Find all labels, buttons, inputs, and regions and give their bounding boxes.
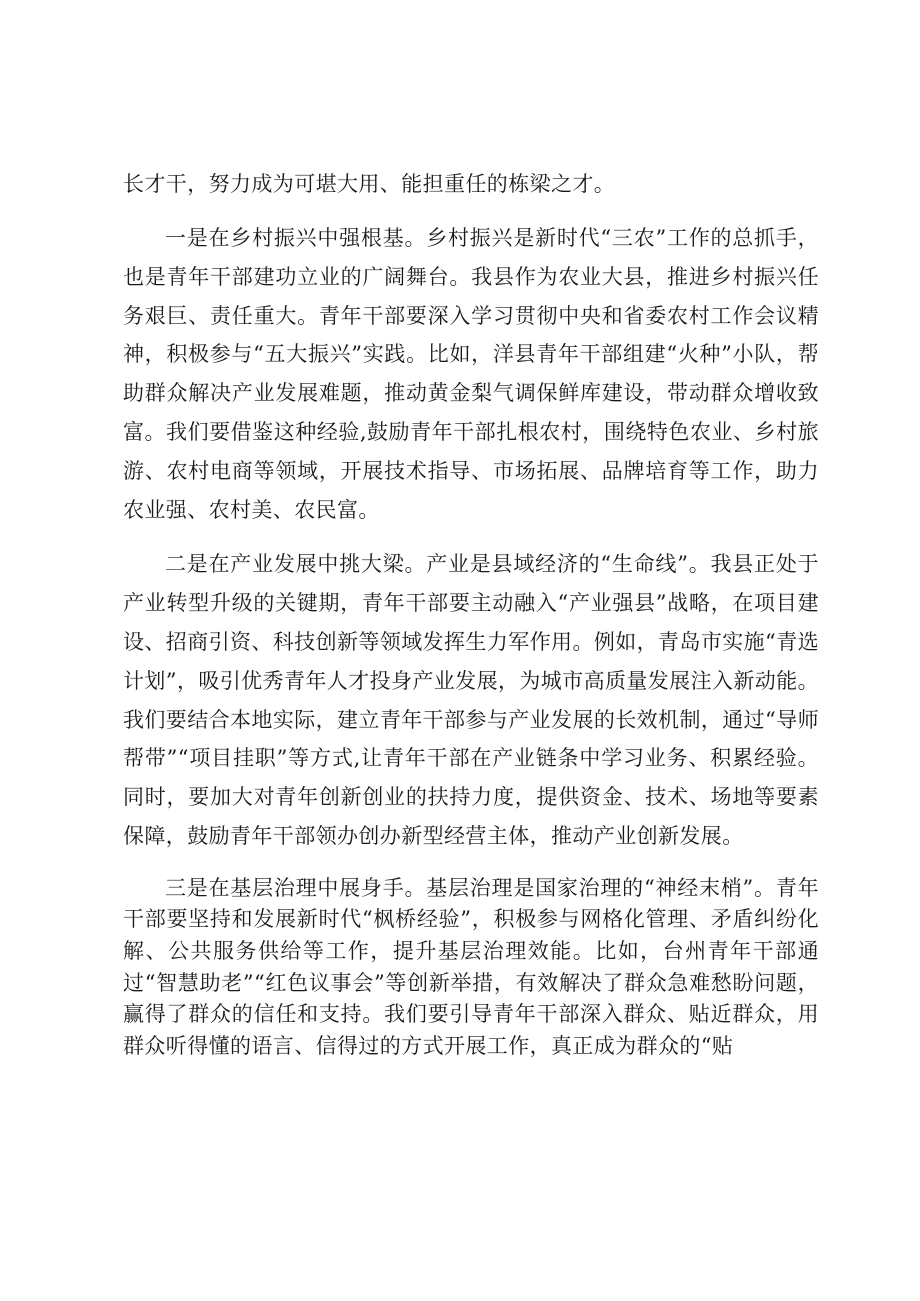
document-body: [123, 165, 819, 1062]
paragraph-grassroots-governance: 三是在基层治理中展身手。基层治理是国家治理的“神经末梢”。青年干部要坚持和发展新时代“枫桥经验”，积极参与网格化管理、矛盾纠纷化解、公共服务供给等工作，提升基层治理效能。比如，台州青年干部通过“智慧助老”“红色议事会”等创新举措，有效解决了群众急难愁盼问题，赢得了群众的信任和支持。我们要引导青年干部深入群众、贴近群众，用群众听得懂的语言、信得过的方式开展工作，真正成为群众的“贴: [123, 875, 819, 1058]
paragraph-industry-development: 二是在产业发展中挑大梁。产业是县域经济的“生命线”。我县正处于产业转型升级的关键期，青年干部要主动融入“产业强县”战略，在项目建设、招商引资、科技创新等领域发挥生力军作用。例如，青岛市实施“青选计划”，吸引优秀青年人才投身产业发展，为城市高质量发展注入新动能。我们要结合本地实际，建立青年干部参与产业发展的长效机制，通过“导师帮带”“项目挂职”等方式,让青年干部在产业链条中学习业务、积累经验。同时，要加大对青年创新创业的扶持力度，提供资金、技术、场地等要素保障，鼓励青年干部领办创办新型经营主体，推动产业创新发展。: [123, 552, 819, 848]
paragraph-rural-revitalization: 一是在乡村振兴中强根基。乡村振兴是新时代“三农”工作的总抓手，也是青年干部建功立业的广阔舞台。我县作为农业大县，推进乡村振兴任务艰巨、责任重大。青年干部要深入学习贯彻中央和省委农村工作会议精神，积极参与“五大振兴”实践。比如，洋县青年干部组建“火种”小队，帮助群众解决产业发展难题，推动黄金梨气调保鲜库建设，带动群众增收致富。我们要借鉴这种经验,鼓励青年干部扎根农村，围绕特色农业、乡村旅游、农村电商等领域，开展技术指导、市场拓展、品牌培育等工作，助力农业强、农村美、农民富。: [123, 226, 819, 522]
paragraph-continuation: 长才干，努力成为可堪大用、能担重任的栋梁之才。: [123, 172, 616, 196]
